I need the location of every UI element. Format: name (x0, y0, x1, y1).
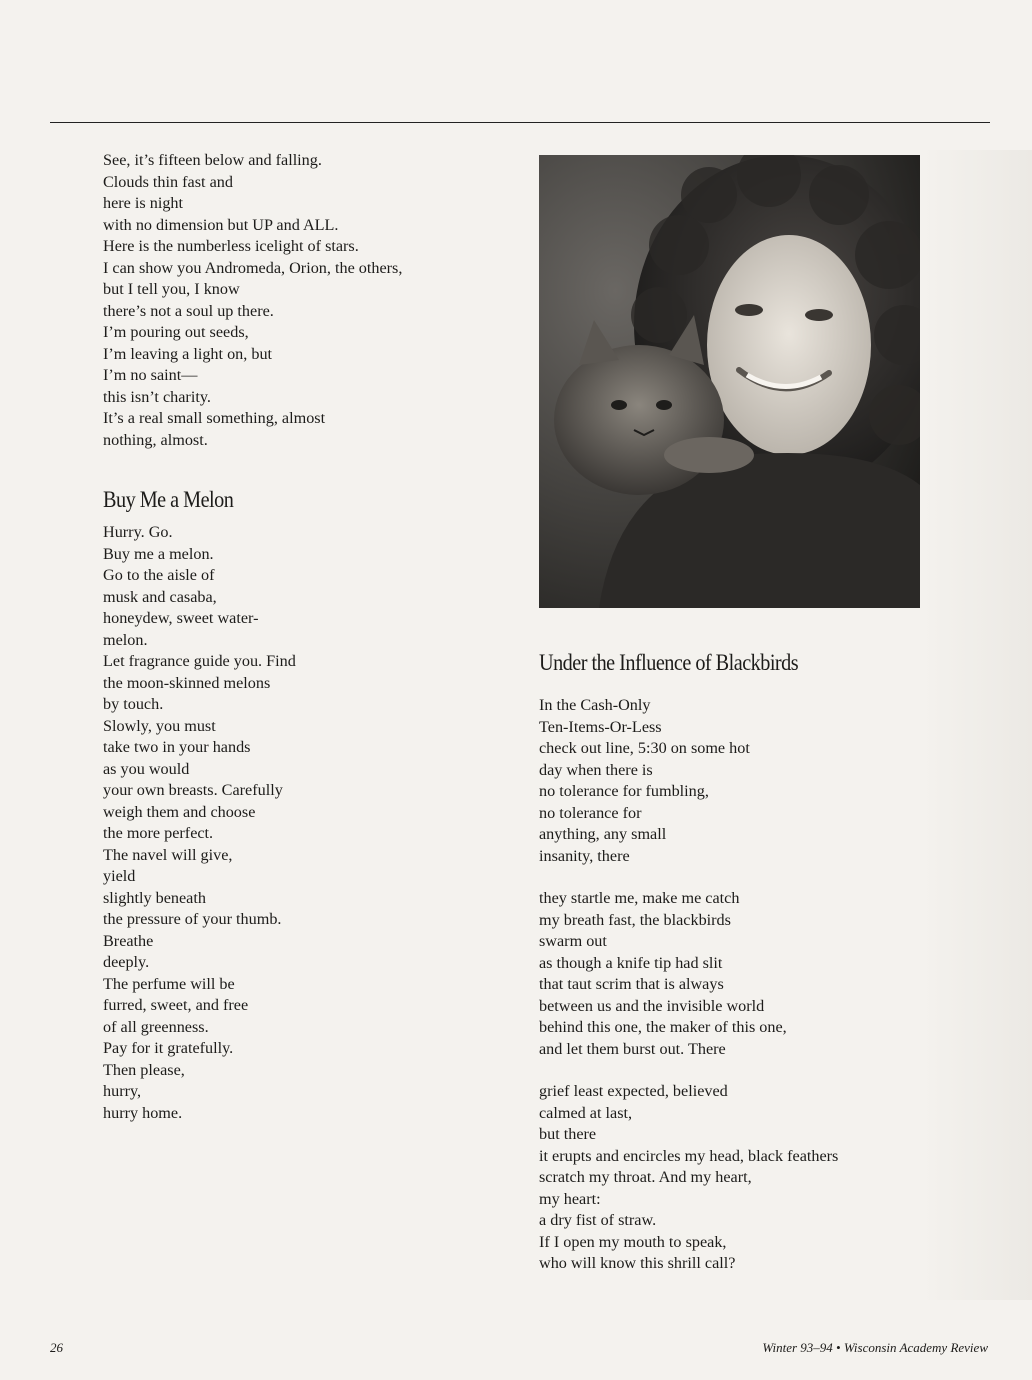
poem-line: and let them burst out. There (539, 1039, 726, 1058)
poem-line: it erupts and encircles my head, black feathers (539, 1146, 839, 1165)
poem-line: See, it’s fifteen below and falling. (103, 151, 322, 169)
poem-line: swarm out (539, 932, 607, 950)
poem-line: my breath fast, the blackbirds (539, 910, 731, 929)
poem-line: but I tell you, I know (103, 280, 240, 298)
poem-line: deeply. (103, 953, 150, 971)
poem-line: weigh them and choose (103, 802, 256, 821)
poem-line: my heart: (539, 1189, 601, 1208)
author-photo (539, 155, 920, 608)
header-rule (50, 122, 990, 123)
poem-line: The navel will give, (103, 845, 233, 864)
poem-line: Breathe (103, 931, 154, 950)
poem-line: I’m pouring out seeds, (103, 323, 249, 341)
poem-line: grief least expected, believed (539, 1082, 728, 1100)
poem-line: that taut scrim that is always (539, 975, 724, 993)
poem-line: Pay for it gratefully. (103, 1039, 234, 1057)
poem-line: they startle me, make me catch (539, 889, 740, 907)
poem-line: hurry home. (103, 1103, 183, 1122)
poem-line: as you would (103, 759, 190, 778)
right-column (539, 650, 979, 1275)
poem-line: Then please, (103, 1060, 185, 1079)
poem-line: I can show you Andromeda, Orion, the others, (103, 258, 403, 277)
poem-line: In the Cash-Only (539, 696, 651, 714)
poem-line: of all greenness. (103, 1017, 209, 1036)
poem-title-under-the-influence-of-blackbirds: Under the Influence of Blackbirds (539, 650, 799, 675)
poem-line: as though a knife tip had slit (539, 953, 723, 972)
poem-line: but there (539, 1125, 597, 1143)
poem-line: no tolerance for fumbling, (539, 782, 709, 800)
poem-line: insanity, there (539, 846, 630, 865)
poem-line: Hurry. Go. (103, 523, 173, 541)
poem-line: anything, any small (539, 825, 667, 843)
poem-line: a dry fist of straw. (539, 1211, 657, 1229)
poem-line: hurry, (103, 1082, 142, 1100)
poem-line: If I open my mouth to speak, (539, 1232, 727, 1251)
poem-line: scratch my throat. And my heart, (539, 1168, 752, 1186)
poem-buy-me-a-melon (103, 522, 503, 1124)
poem-line: furred, sweet, and free (103, 996, 249, 1014)
poem-line: your own breasts. Carefully (103, 781, 283, 799)
poem-blackbirds-stanza-1 (539, 695, 979, 867)
poem-blackbirds-stanza-3 (539, 1081, 979, 1275)
page-number: 26 (50, 1340, 63, 1355)
poem-line: the moon-skinned melons (103, 673, 271, 692)
poem-line: the pressure of your thumb. (103, 910, 282, 928)
poem-line: I’m no saint— (103, 366, 198, 384)
poem-line: Here is the numberless icelight of stars. (103, 237, 359, 255)
running-title: Winter 93–94 • Wisconsin Academy Review (762, 1340, 988, 1355)
poem-line: there’s not a soul up there. (103, 301, 274, 320)
poem-line: by touch. (103, 695, 164, 713)
poem-line: honeydew, sweet water- (103, 609, 259, 627)
poem-line: It’s a real small something, almost (103, 409, 326, 427)
poem-line: nothing, almost. (103, 430, 208, 449)
poem-line: calmed at last, (539, 1103, 633, 1122)
poem-line: Slowly, you must (103, 716, 216, 735)
poem-line: the more perfect. (103, 824, 214, 842)
poem-line: Ten-Items-Or-Less (539, 717, 662, 736)
poem-line: this isn’t charity. (103, 387, 211, 406)
poem-line: between us and the invisible world (539, 996, 765, 1015)
poem-line: check out line, 5:30 on some hot (539, 739, 750, 757)
poem-line: who will know this shrill call? (539, 1254, 736, 1272)
poem-line: The perfume will be (103, 974, 235, 993)
poem-line: I’m leaving a light on, but (103, 344, 273, 363)
poem-line: melon. (103, 630, 148, 649)
poem-line: behind this one, the maker of this one, (539, 1018, 787, 1036)
poem-title-buy-me-a-melon: Buy Me a Melon (103, 487, 234, 512)
poem-line: take two in your hands (103, 738, 251, 756)
left-column (103, 150, 503, 1124)
poem-line: day when there is (539, 760, 653, 779)
poem-line: no tolerance for (539, 803, 642, 822)
poem-line: musk and casaba, (103, 587, 217, 606)
poem-small-something (103, 150, 503, 451)
poem-line: yield (103, 867, 136, 885)
poem-line: Buy me a melon. (103, 544, 214, 563)
poem-blackbirds-stanza-2 (539, 888, 979, 1060)
portrait-woman-with-cat-image (539, 155, 920, 608)
poem-line: with no dimension but UP and ALL. (103, 215, 339, 234)
poem-line: slightly beneath (103, 888, 206, 907)
poem-line: Let fragrance guide you. Find (103, 652, 296, 670)
poem-line: Go to the aisle of (103, 566, 215, 584)
poem-line: here is night (103, 194, 184, 212)
poem-line: Clouds thin fast and (103, 172, 233, 191)
